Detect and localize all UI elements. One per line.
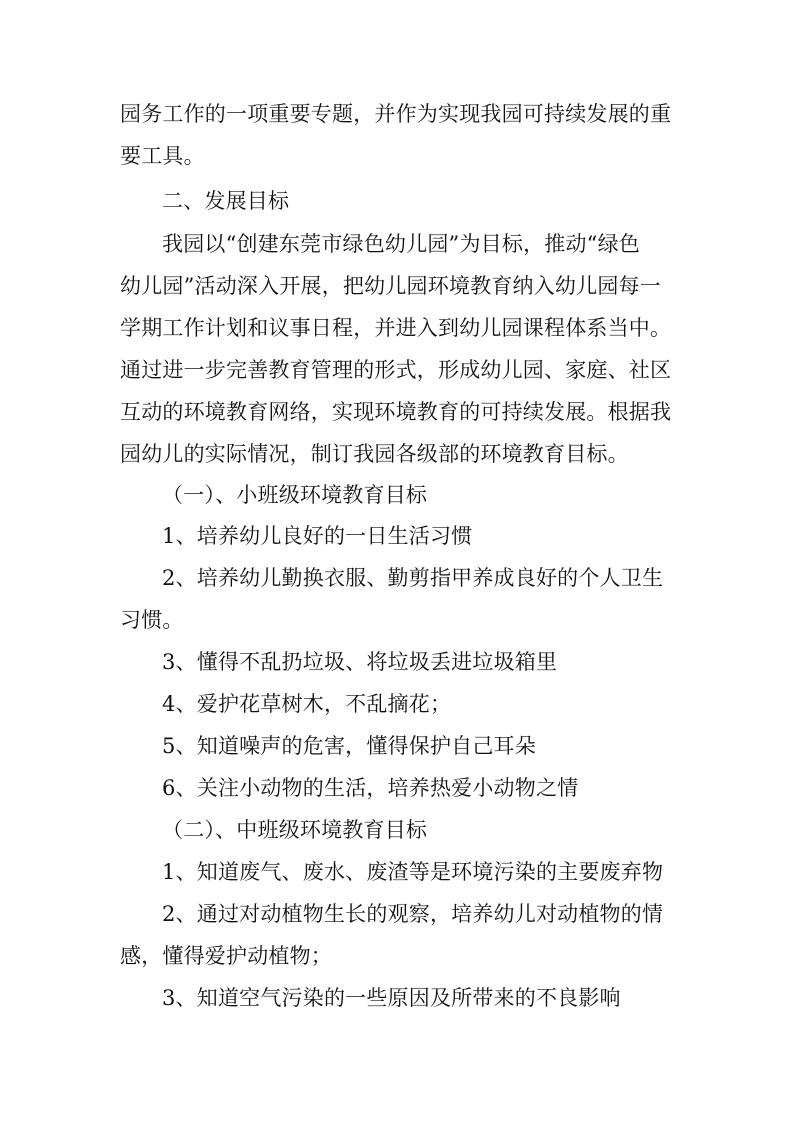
text-line: 幼儿园”活动深入开展，把幼儿园环境教育纳入幼儿园每一 <box>120 274 661 298</box>
list-item: 3、懂得不乱扔垃圾、将垃圾丢进垃圾箱里 <box>162 650 558 674</box>
list-item: 1、知道废气、废水、废渣等是环境污染的主要废弃物 <box>162 860 664 884</box>
text-line: 要工具。 <box>120 144 205 168</box>
list-item: 5、知道噪声的危害，懂得保护自己耳朵 <box>162 734 536 758</box>
text-line: 通过进一步完善教育管理的形式，形成幼儿园、家庭、社区 <box>120 358 672 382</box>
list-item: 1、培养幼儿良好的一日生活习惯 <box>162 524 473 548</box>
text-line: 园务工作的一项重要专题，并作为实现我园可持续发展的重 <box>120 102 672 126</box>
text-line: 我园以“创建东莞市绿色幼儿园”为目标，推动“绿色 <box>162 232 641 256</box>
text-line: 互动的环境教育网络，实现环境教育的可持续发展。根据我 <box>120 400 672 424</box>
list-item: 4、爱护花草树木，不乱摘花； <box>162 692 452 716</box>
text-line: 感，懂得爱护动植物； <box>120 944 332 968</box>
text-line: 学期工作计划和议事日程，并进入到幼儿园课程体系当中。 <box>120 316 672 340</box>
list-item: 6、关注小动物的生活，培养热爱小动物之情 <box>162 776 579 800</box>
list-item: 2、通过对动植物生长的观察，培养幼儿对动植物的情 <box>162 902 664 926</box>
list-item: 3、知道空气污染的一些原因及所带来的不良影响 <box>162 986 621 1010</box>
section-heading: 二、发展目标 <box>162 189 290 213</box>
subsection-heading: （一）、小班级环境教育目标 <box>162 483 428 507</box>
list-item: 2、培养幼儿勤换衣服、勤剪指甲养成良好的个人卫生 <box>162 566 664 590</box>
text-line: 园幼儿的实际情况，制订我园各级部的环境教育目标。 <box>120 442 629 466</box>
subsection-heading: （二）、中班级环境教育目标 <box>162 818 428 842</box>
text-line: 习惯。 <box>120 608 184 632</box>
